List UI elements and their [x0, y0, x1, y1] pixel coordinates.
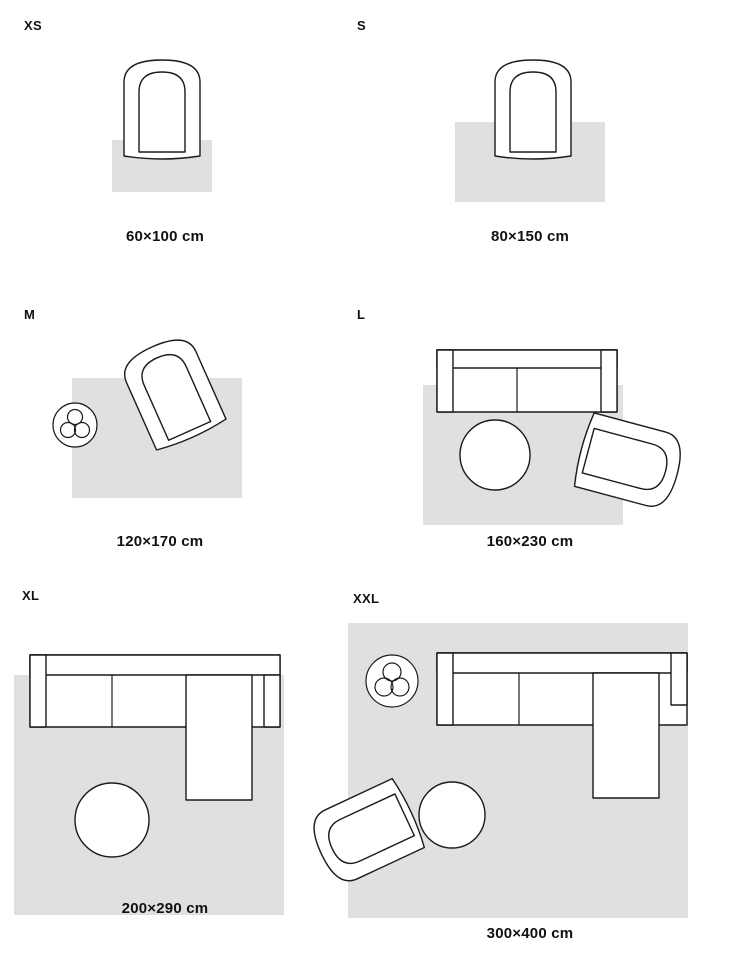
coffee-table-l — [460, 420, 530, 490]
sofa-back-xl — [30, 655, 280, 675]
layout-svg-xl — [0, 605, 345, 895]
sofa-back-l — [437, 350, 617, 368]
size-cell-xxl — [345, 575, 730, 960]
size-cell-m — [0, 275, 345, 560]
sofa-arm-right-xxl — [671, 653, 687, 705]
sofa-l — [437, 350, 617, 412]
layout-illustration-m — [0, 320, 345, 520]
layout-illustration-xxl — [345, 615, 730, 905]
sofa-chaise-xl — [186, 675, 252, 800]
sofa-arm-right-l — [601, 350, 617, 412]
layout-illustration-l — [345, 320, 730, 520]
layout-svg-m — [0, 320, 345, 520]
layout-svg-s — [345, 30, 730, 205]
size-cell-l — [345, 275, 730, 560]
size-cell-xl — [0, 575, 345, 960]
size-code-s: S — [357, 18, 366, 33]
sofa-arm-right-xl — [264, 675, 280, 727]
layout-illustration-xl — [0, 605, 345, 895]
size-cell-xs — [0, 0, 345, 260]
sofa-arm-left-xxl — [437, 653, 453, 725]
sofa-chaise-xxl — [593, 673, 659, 798]
size-code-xs: XS — [24, 18, 42, 33]
side-table-m — [53, 403, 97, 447]
armchair-inner-xs — [139, 72, 185, 152]
size-code-m: M — [24, 307, 36, 322]
dimension-label-xxl: 300×400 cm — [486, 925, 574, 942]
layout-illustration-xs — [0, 30, 345, 205]
size-code-xl: XL — [22, 588, 40, 603]
size-code-l: L — [357, 307, 366, 322]
sofa-arm-left-l — [437, 350, 453, 412]
size-cell-s — [345, 0, 730, 260]
sofa-arm-left-xl — [30, 655, 46, 727]
dimension-label-l: 160×230 cm — [486, 533, 574, 550]
dimension-label-m: 120×170 cm — [116, 533, 204, 550]
dimension-label-xl: 200×290 cm — [121, 900, 209, 917]
coffee-table-xl — [75, 783, 149, 857]
sofa-back-xxl — [437, 653, 687, 673]
armchair-inner-s — [510, 72, 556, 152]
coffee-table-xxl — [419, 782, 485, 848]
layout-illustration-s — [345, 30, 730, 205]
dimension-label-s: 80×150 cm — [490, 228, 570, 245]
layout-svg-xs — [0, 30, 345, 205]
side-table-xxl — [366, 655, 418, 707]
dimension-label-xs: 60×100 cm — [125, 228, 205, 245]
size-code-xxl: XXL — [353, 591, 380, 606]
layout-svg-l — [345, 320, 730, 520]
layout-svg-xxl — [345, 615, 730, 905]
